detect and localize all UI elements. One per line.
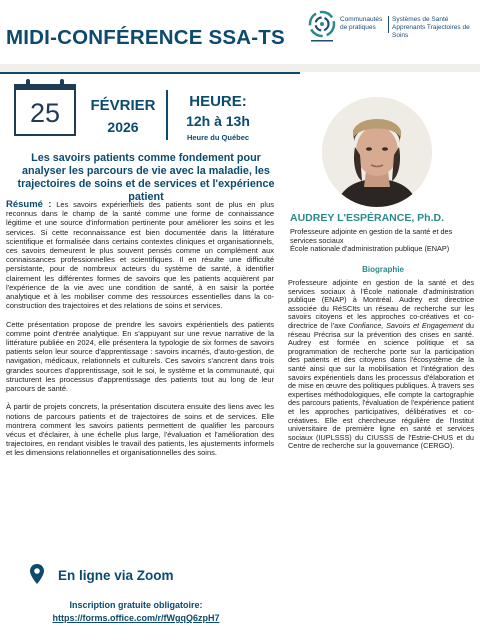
bio-text: Professeure adjointe en gestion de la santé et des services sociaux à l'École nationale d'administration publique (ENAP) à Montréal. Audrey est directrice associée du RéSCIts un réseau de recherche sur les savoirs citoyens et les approches co-créatives et co-directrice de l'axe [288, 278, 474, 330]
event-timezone: Heure du Québec [186, 133, 250, 142]
speaker-portrait [322, 97, 432, 207]
calendar-ring [26, 79, 30, 89]
abstract-text: Les savoirs expérientiels des patients sont de plus en plus reconnus dans le champ de la santé comme une forme de connaissance légitime et une source d'information pertinente pour améliorer les soins et les services. Si cette reconnaissance est bien documentée dans la littérature scientifique et formalisée dans certains contextes cliniques et organisationnels, ces savoirs demeurent le plus souvent pensés comme un complément aux connaissances professionnelles et scientifiques. Il en résulte une difficulté persistante, pour de nombreux acteurs du système de santé, à identifier clairement les différentes formes de savoirs que les patients acquièrent par l'expérience de la vie avec une condition de santé, à en saisir la portée analytique et à les mobiliser comme des ressources essentielles dans la co-construction des trajectoires et des relations de soins et services. [6, 200, 275, 311]
time-label: HEURE: [189, 93, 247, 110]
bio-emphasis: Confiance, Savoirs et Engagement [348, 320, 464, 330]
speaker-photo [322, 97, 432, 207]
logo-divider [388, 16, 389, 33]
calendar-ring [60, 79, 64, 89]
speaker-position: Professeure adjointe en gestion de la santé et des services sociaux [290, 227, 453, 245]
footer-panel-right [272, 537, 480, 640]
location-pin-icon [30, 564, 44, 584]
bio-text: du réseau Précrisa sur la prévention des crises en santé. Audrey est formée en science politique et sa programmation de recherche porte sur la participation des patients et des citoyens dans l'écosystème de la santé ainsi que sur la mobilisation et l'intégration des savoirs expérientiels dans les processus d'élaboration et de mise en œuvre des politiques publiques. À travers ses expertises méthodologiques, elle compte la cartographie des parcours patients, l'évaluation de l'expérience patient et les approches participatives, délibératives et co-créatives. Elle est chercheuse régulière de l'Institut universitaire de première ligne en santé et services sociaux (IUPLSSS) du CIUSSS de l'Estrie-CHUS et du Centre de recherche sur la gouvernance (CERGO). [288, 320, 474, 451]
speaker-name: AUDREY L'ESPÉRANCE, Ph.D. [290, 212, 444, 224]
event-day: 25 [29, 98, 61, 128]
speaker-institution: École nationale d'administration publique (ENAP) [290, 244, 450, 254]
abstract-paragraph: À partir de projets concrets, la présentation discutera ensuite des liens avec les notions de parcours patients et de trajectoires de soins et de services. Elle montrera comment les savoirs patients permettent de qualifier les parcours vécus et d'éclairer, à une échelle plus large, l'évaluation et l'amélioration des trajectoires, en rendant visibles le travail des patients, les ajustements informels et les dimensions relationnelles et organisationnelles des soins. [6, 402, 274, 458]
logo-text-communities: Communautés de pratiques [340, 16, 383, 31]
event-location: En ligne via Zoom [58, 568, 174, 583]
footer-panel [0, 537, 272, 640]
abstract-label: Résumé : [6, 199, 52, 210]
event-time: 12h à 13h [186, 113, 250, 129]
calendar-icon [14, 84, 76, 136]
speaker-bio [288, 279, 474, 451]
logo-text-systems: Systèmes de Santé Apprenants Trajectoires de Soins [392, 16, 470, 39]
speaker-role [290, 228, 476, 254]
date-divider [166, 90, 168, 140]
bio-heading: Biographie [362, 265, 404, 274]
event-year: 2026 [107, 119, 139, 135]
header-underline [0, 72, 300, 74]
header-band [0, 64, 480, 72]
organization-logo [308, 10, 476, 50]
abstract [6, 200, 274, 467]
organization-logo-icon [308, 10, 336, 46]
abstract-paragraph [6, 200, 274, 310]
registration-label: Inscription gratuite obligatoire: [69, 600, 203, 610]
page-title: MIDI-CONFÉRENCE SSA-TS [6, 26, 285, 49]
abstract-paragraph: Cette présentation propose de prendre les savoirs expérientiels des patients comme point d'entrée analytique. En s'appuyant sur une revue narrative de la littérature publiée en 2024, elle présentera la typologie de six formes de savoirs patients selon leur source d'apprentissage : savoirs incarnés, d'auto-gestion, de navigation, médicaux, relationnels et culturels. Ces savoirs s'ancrent dans trois grandes sources d'apprentissage, soit le soi, le système et la communauté, qui structurent les processus d'apprentissage des patients tout au long de leur parcours de santé. [6, 319, 274, 394]
registration-link[interactable]: https://forms.office.com/r/fWgqQ6zpH7 [52, 613, 220, 623]
event-month: FÉVRIER [90, 97, 156, 114]
talk-title: Les savoirs patients comme fondement pour analyser les parcours de vie avec la maladie, les trajectoires de soins et de services et l'expérience patient [17, 152, 275, 203]
